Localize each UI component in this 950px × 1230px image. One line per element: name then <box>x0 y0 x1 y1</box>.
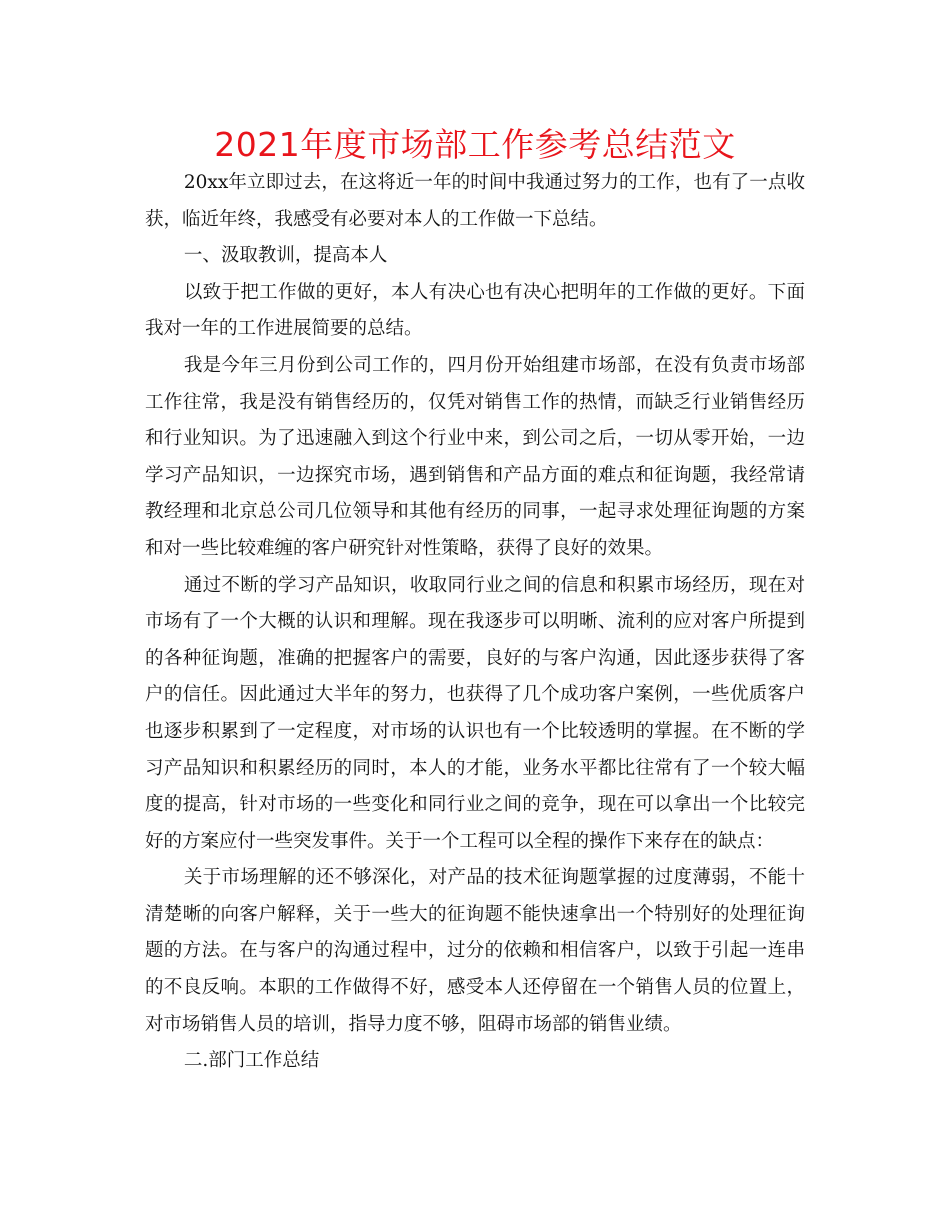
paragraph: 我是今年三月份到公司工作的，四月份开始组建市场部，在没有负责市场部工作往常，我是没有销售经历的，仅凭对销售工作的热情，而缺乏行业销售经历和行业知识。为了迅速融入到这个行业中来，到公司之后，一切从零开始，一边学习产品知识，一边探究市场，遇到销售和产品方面的难点和征询题，我经常请教经理和北京总公司几位领导和其他有经历的同事，一起寻求处理征询题的方案和对一些比较难缠的客户研究针对性策略，获得了良好的效果。 <box>145 354 805 559</box>
paragraph: 关于市场理解的还不够深化，对产品的技术征询题掌握的过度薄弱，不能十清楚晰的向客户解释，关于一些大的征询题不能快速拿出一个特别好的处理征询题的方法。在与客户的沟通过程中，过分的依赖和相信客户，以致于引起一连串的不良反响。本职的工作做得不好，感受本人还停留在一个销售人员的位置上，对市场销售人员的培训，指导力度不够，阻碍市场部的销售业绩。 <box>145 867 805 1035</box>
paragraph: 通过不断的学习产品知识，收取同行业之间的信息和积累市场经历，现在对市场有了一个大概的认识和理解。现在我逐步可以明晰、流利的应对客户所提到的各种征询题，准确的把握客户的需要，良好的与客户沟通，因此逐步获得了客户的信任。因此通过大半年的努力，也获得了几个成功客户案例，一些优质客户也逐步积累到了一定程度，对市场的认识也有一个比较透明的掌握。在不断的学习产品知识和积累经历的同时，本人的才能，业务水平都比往常有了一个较大幅度的提高，针对市场的一些变化和同行业之间的竞争，现在可以拿出一个比较完好的方案应付一些突发事件。关于一个工程可以全程的操作下来存在的缺点： <box>145 574 805 852</box>
document-body <box>145 165 805 1080</box>
paragraph: 以致于把工作做的更好，本人有决心也有决心把明年的工作做的更好。下面我对一年的工作进展简要的总结。 <box>145 281 805 340</box>
section-heading-1: 一、汲取教训，提高本人 <box>183 245 388 267</box>
document-title: 2021年度市场部工作参考总结范文 <box>214 125 736 164</box>
paragraph-intro: 20xx年立即过去，在这将近一年的时间中我通过努力的工作，也有了一点收获，临近年终，我感受有必要对本人的工作做一下总结。 <box>145 172 805 230</box>
section-heading-2: 二.部门工作总结 <box>183 1050 320 1072</box>
